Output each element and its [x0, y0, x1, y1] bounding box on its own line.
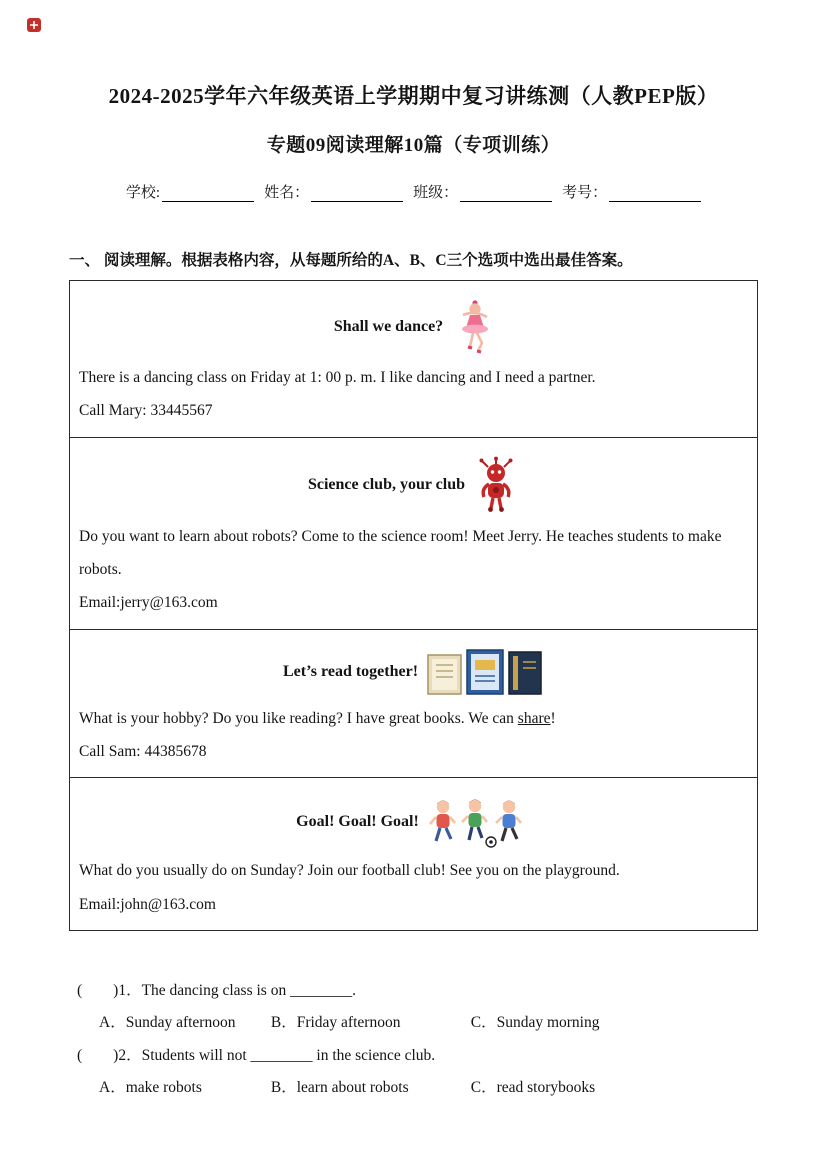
row-title-text: Goal! Goal! Goal! [296, 813, 419, 831]
exam-no-label: 考号： [562, 185, 608, 201]
question-2-option-c: C．read storybooks [470, 1079, 596, 1097]
question-1-option-b: B．Friday afternoon [270, 1014, 401, 1032]
question-2-options [69, 1072, 758, 1105]
question-1-stem: ( )1．The dancing class is on ________. [77, 981, 356, 999]
student-info-line [0, 181, 827, 202]
name-label: 姓名： [264, 185, 310, 201]
question-1-option-a: A．Sunday afternoon [99, 1014, 236, 1032]
name-blank-line [311, 187, 403, 202]
table-row-football [70, 778, 757, 930]
school-blank-line [162, 187, 254, 202]
publisher-stamp-icon [26, 16, 42, 34]
row-contact-line: Call Mary: 33445567 [79, 402, 213, 420]
page-content [0, 248, 827, 1105]
row-text-line1: Do you want to learn about robots? Come to the science room! Meet Jerry. He teaches students to make robots. [79, 527, 722, 578]
school-label: 学校: [125, 185, 161, 201]
row-title-science [79, 456, 748, 514]
row-contact-line: Email:john@163.com [79, 895, 216, 913]
row-title-text: Shall we dance? [333, 318, 444, 335]
row-text-line1 [79, 702, 748, 735]
exam-no-blank-line [609, 187, 701, 202]
row-text-part: ! [550, 709, 556, 727]
row-text-line1: What do you usually do on Sunday? Join our football club! See you on the playground. [79, 862, 620, 880]
row-text-part: What is your hobby? Do you like reading? I have great books. We can [79, 709, 518, 727]
class-blank-line [460, 187, 552, 202]
question-2-option-a: A．make robots [99, 1079, 202, 1097]
row-text-line1: There is a dancing class on Friday at 1: 00 p. m. I like dancing and I need a partner. [79, 369, 596, 386]
row-title-reading [79, 648, 748, 696]
page-title: 2024-2025学年六年级英语上学期期中复习讲练测（人教PEP版） [108, 84, 719, 108]
underlined-word: share [517, 709, 551, 727]
robot-icon [473, 456, 519, 514]
question-1-option-c: C．Sunday morning [470, 1014, 600, 1032]
table-row-science [70, 438, 757, 630]
football-kids-icon [427, 796, 531, 848]
table-row-dance [70, 281, 757, 438]
row-title-dance [79, 299, 748, 355]
table-row-reading [70, 630, 757, 779]
row-title-text: Science club, your club [307, 475, 466, 493]
ballerina-icon [451, 299, 493, 355]
section-heading: 一、 阅读理解。根据表格内容，从每题所给的A、B、C三个选项中选出最佳答案。 [69, 252, 633, 269]
books-icon [426, 648, 544, 696]
question-2-stem: ( )2．Students will not ________ in the science club. [77, 1046, 436, 1064]
question-1-options [69, 1007, 758, 1040]
row-contact-line: Email:jerry@163.com [79, 594, 218, 612]
questions-section [69, 975, 758, 1105]
row-title-football [79, 796, 748, 848]
row-title-text: Let’s read together! [282, 662, 419, 680]
reading-table [69, 280, 758, 931]
page-subtitle: 专题09阅读理解10篇（专项训练） [266, 135, 561, 156]
class-label: 班级： [413, 185, 459, 201]
question-2-option-b: B．learn about robots [270, 1079, 409, 1097]
row-contact-line: Call Sam: 44385678 [79, 742, 207, 760]
